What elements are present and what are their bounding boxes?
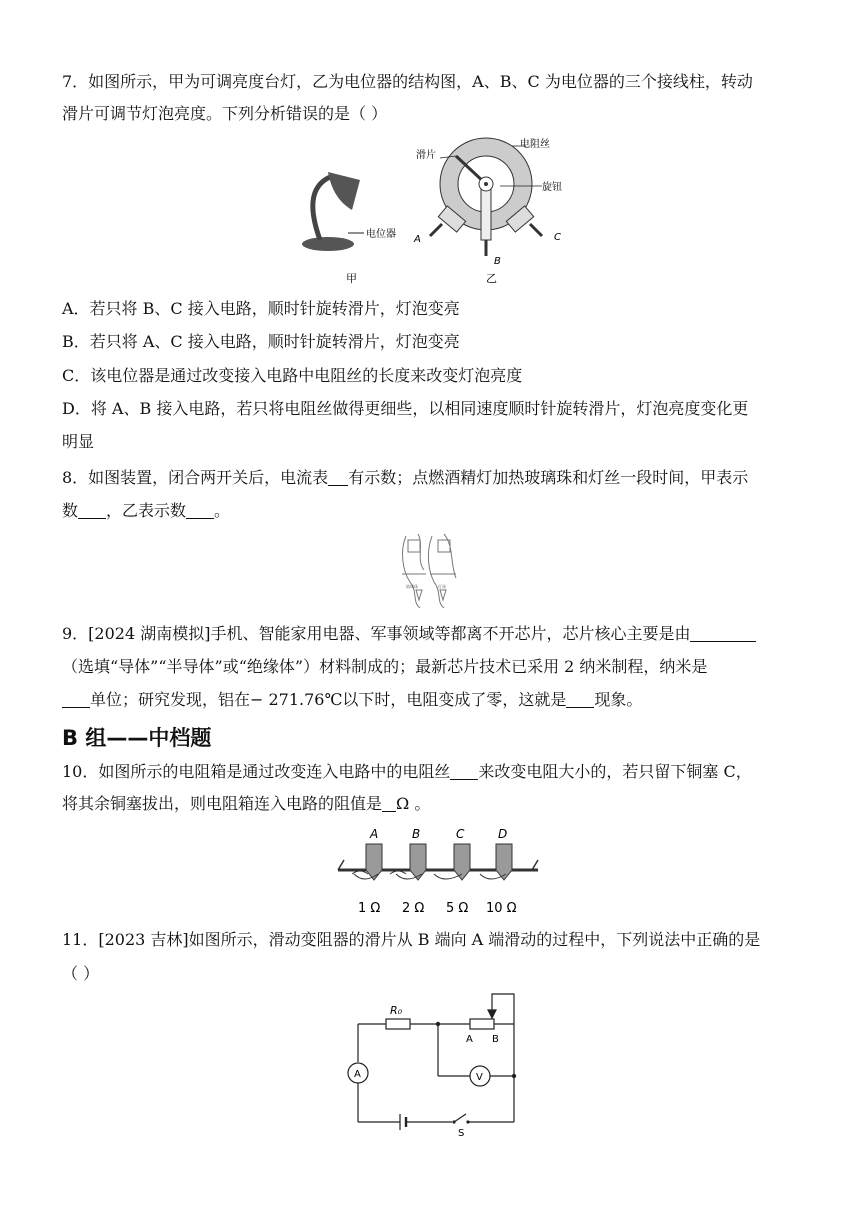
plug-b-label: B — [412, 827, 421, 841]
copper-plug-c — [454, 844, 470, 880]
q9-line2: （选填“导体”“半导体”或“绝缘体”）材料制成的；最新芯片技术已采用 2 纳米制程，纳米是 — [62, 657, 708, 676]
q9-blank-3[interactable] — [566, 689, 594, 708]
slider-label: 滑片 — [416, 150, 436, 161]
q7-option-a: A．若只将 B、C 接入电路，顺时针旋转滑片，灯泡变亮 — [62, 299, 460, 318]
res-10-label: 10 Ω — [486, 901, 517, 916]
q9-text-a: 9．[2024 湖南模拟]手机、智能家用电器、军事领域等都离不开芯片，芯片核心主要是由 — [62, 624, 691, 643]
q7-option-d: D．将 A、B 接入电路，若只将电阻丝做得更细些，以相同速度顺时针旋转滑片，灯泡亮度变化更 — [62, 399, 749, 418]
lamp-pot-label: 电位器 — [366, 229, 396, 240]
potentiometer-figure — [430, 138, 542, 256]
q7-figure — [290, 132, 590, 292]
r0-resistor — [386, 1019, 410, 1029]
q7-stem-line1: 7．如图所示，甲为可调亮度台灯，乙为电位器的结构图，A、B、C 为电位器的三个接线柱，转动 — [62, 72, 753, 91]
rheostat — [470, 1019, 494, 1029]
q7-option-b: B．若只将 A、C 接入电路，顺时针旋转滑片，灯泡变亮 — [62, 332, 460, 351]
q9-text-c: 现象。 — [594, 690, 643, 709]
rheostat-end-b: B — [492, 1034, 499, 1045]
term-b-label: B — [494, 256, 501, 267]
q7-option-d-cont: 明显 — [62, 432, 95, 451]
q8-blank-2[interactable] — [78, 500, 106, 519]
q10-blank-1[interactable] — [450, 761, 478, 780]
q8-blank-3[interactable] — [186, 500, 214, 519]
q8-text-a: 8．如图装置，闭合两开关后，电流表 — [62, 468, 329, 487]
q8-line1 — [62, 466, 748, 490]
q9-blank-2[interactable] — [62, 689, 90, 708]
q9-line1 — [62, 622, 756, 646]
ammeter-label: A — [354, 1069, 361, 1080]
res-5-label: 5 Ω — [446, 901, 469, 916]
q9-blank-1[interactable] — [690, 623, 756, 642]
q7-stem-line2: 滑片可调节灯泡亮度。下列分析错误的是（ ） — [62, 104, 388, 123]
q10-text-d: Ω 。 — [396, 794, 431, 813]
r0-label: R₀ — [390, 1004, 403, 1017]
filament-label: 灯丝 — [438, 584, 446, 589]
q10-line1 — [62, 760, 752, 784]
q10-text-b: 来改变电阻大小的，若只留下铜塞 C， — [478, 762, 752, 781]
plug-a-label: A — [370, 827, 379, 841]
q11-line2: （ ） — [62, 964, 100, 983]
q9-text-b: 单位；研究发现，铝在− 271.76℃以下时，电阻变成了零，这就是 — [90, 690, 567, 709]
res-2-label: 2 Ω — [402, 901, 425, 916]
q10-resistance-box — [334, 826, 542, 918]
q10-text-c: 将其余铜塞拔出，则电阻箱连入电路的阻值是 — [62, 794, 383, 813]
res-1-label: 1 Ω — [358, 901, 381, 916]
q8-text-d: ，乙表示数 — [106, 501, 187, 520]
term-a-label: A — [414, 234, 421, 245]
plug-c-label: C — [456, 827, 465, 841]
q9-line3 — [62, 688, 642, 712]
q7-option-c: C．该电位器是通过改变接入电路中电阻丝的长度来改变灯泡亮度 — [62, 366, 523, 385]
copper-plug-d — [496, 844, 512, 880]
copper-plug-b — [410, 844, 426, 880]
q8-text-e: 。 — [214, 501, 231, 520]
lamp-caption: 甲 — [346, 272, 357, 285]
copper-plug-a — [366, 844, 382, 880]
switch-label: S — [458, 1128, 465, 1138]
term-c-label: C — [554, 232, 561, 243]
pot-caption: 乙 — [486, 272, 497, 285]
q8-text-b: 有示数；点燃酒精灯加热玻璃珠和灯丝一段时间，甲表示 — [348, 468, 749, 487]
voltmeter-label: V — [476, 1072, 483, 1083]
q8-text-c: 数 — [62, 501, 79, 520]
q8-figure — [398, 530, 462, 612]
desk-lamp-figure — [302, 172, 364, 251]
knob-label: 旋钮 — [542, 182, 562, 193]
q10-blank-2[interactable] — [382, 793, 396, 812]
rheostat-end-a: A — [466, 1034, 473, 1045]
wire-label: 电阻丝 — [520, 139, 550, 150]
q8-line2 — [62, 499, 230, 523]
q8-blank-1[interactable] — [328, 467, 348, 486]
q10-line2 — [62, 792, 430, 816]
section-b-heading: B 组——中档题 — [62, 726, 212, 750]
switch — [454, 1114, 466, 1122]
glass-bead-label: 玻璃珠 — [406, 584, 418, 589]
q11-circuit-diagram — [340, 990, 530, 1138]
q11-line1: 11．[2023 吉林]如图所示，滑动变阻器的滑片从 B 端向 A 端滑动的过程中，下列说法中正确的是 — [62, 930, 761, 949]
plug-d-label: D — [498, 827, 508, 841]
q10-text-a: 10．如图所示的电阻箱是通过改变连入电路中的电阻丝 — [62, 762, 451, 781]
